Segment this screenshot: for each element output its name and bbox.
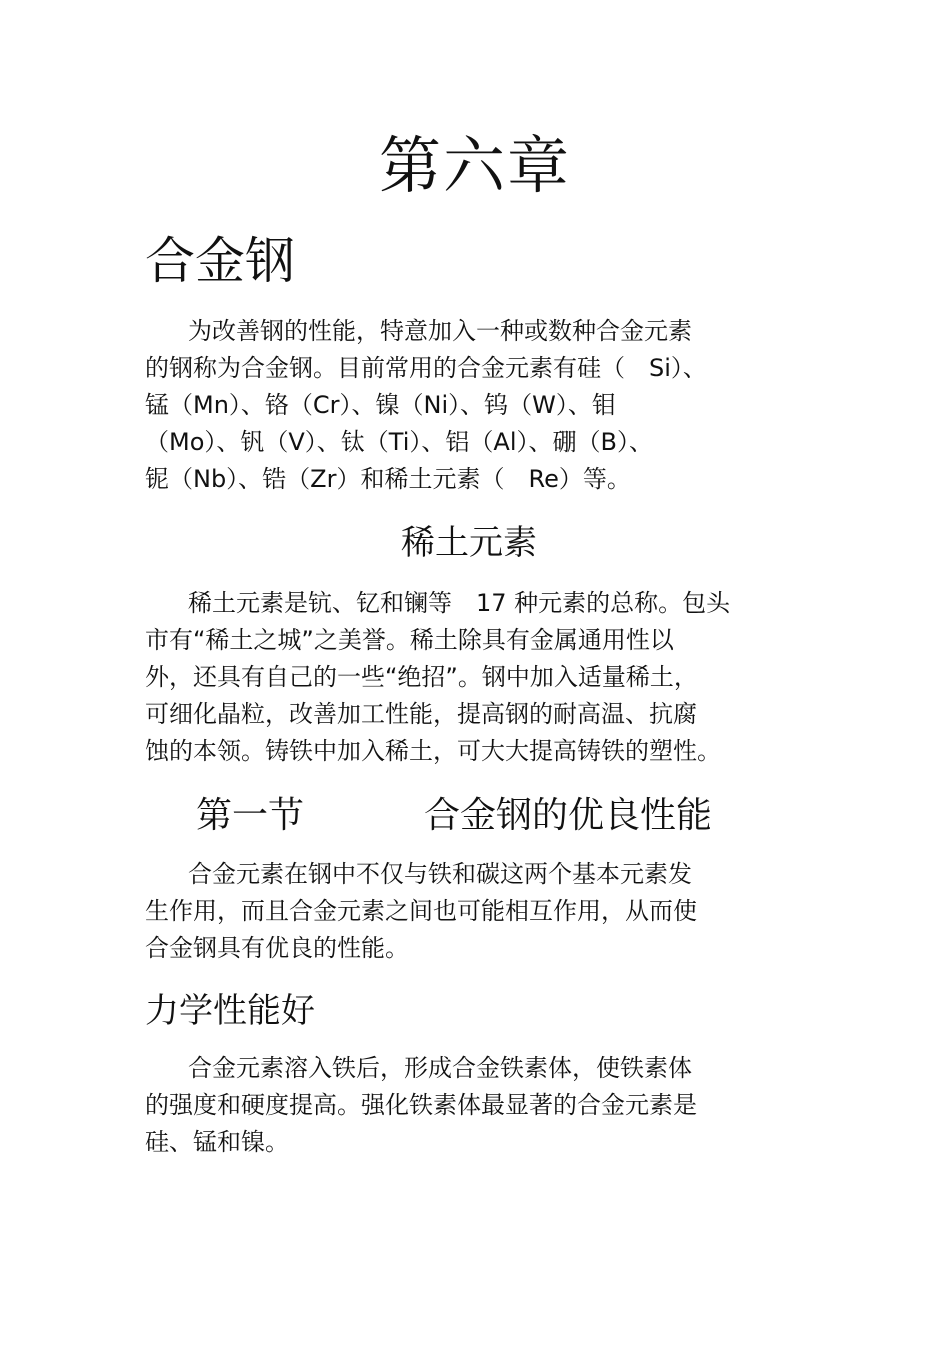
paragraph-line: 的强度和硬度提高。强化铁素体最显著的合金元素是 bbox=[145, 1091, 697, 1119]
paragraph-line: 合金钢具有优良的性能。 bbox=[145, 934, 409, 962]
mech-paragraph bbox=[145, 1050, 805, 1161]
paragraph-line: 合金元素在钢中不仅与铁和碳这两个基本元素发 bbox=[188, 860, 692, 888]
section-title: 合金钢 bbox=[145, 232, 295, 290]
paragraph-line: 锰（Mn）、铬（Cr）、镍（Ni）、钨（W）、钼 bbox=[145, 391, 616, 419]
paragraph-line: 的钢称为合金钢。目前常用的合金元素有硅（ Si）、 bbox=[145, 354, 707, 382]
chapter-title: 第六章 bbox=[378, 129, 571, 202]
node-title: 合金钢的优良性能 bbox=[424, 795, 713, 836]
node-heading bbox=[196, 792, 712, 840]
paragraph-line: 铌（Nb）、锆（Zr）和稀土元素（ Re）等。 bbox=[145, 465, 631, 493]
paragraph-line: （Mo）、钒（V）、钛（Ti）、铝（Al）、硼（B）、 bbox=[145, 428, 653, 456]
paragraph-line: 合金元素溶入铁后，形成合金铁素体，使铁素体 bbox=[188, 1054, 692, 1082]
rare-earth-heading: 稀土元素 bbox=[401, 523, 537, 563]
paragraph-line: 硅、锰和镍。 bbox=[145, 1128, 289, 1156]
paragraph-line: 市有“稀土之城”之美誉。稀土除具有金属通用性以 bbox=[145, 626, 674, 654]
node-paragraph bbox=[145, 856, 805, 967]
intro-paragraph bbox=[145, 313, 805, 498]
paragraph-line: 生作用，而且合金元素之间也可能相互作用，从而使 bbox=[145, 897, 697, 925]
node-number: 第一节 bbox=[196, 795, 305, 836]
paragraph-line: 为改善钢的性能，特意加入一种或数种合金元素 bbox=[188, 317, 692, 345]
paragraph-line: 外，还具有自己的一些“绝招”。钢中加入适量稀土， bbox=[145, 663, 698, 691]
paragraph-line: 可细化晶粒，改善加工性能，提高钢的耐高温、抗腐 bbox=[145, 700, 697, 728]
mech-heading: 力学性能好 bbox=[145, 991, 315, 1031]
rare-earth-paragraph bbox=[145, 585, 805, 770]
paragraph-line: 蚀的本领。铸铁中加入稀土，可大大提高铸铁的塑性。 bbox=[145, 737, 721, 765]
paragraph-line: 稀土元素是钪、钇和镧等 17 种元素的总称。包头 bbox=[188, 589, 731, 617]
